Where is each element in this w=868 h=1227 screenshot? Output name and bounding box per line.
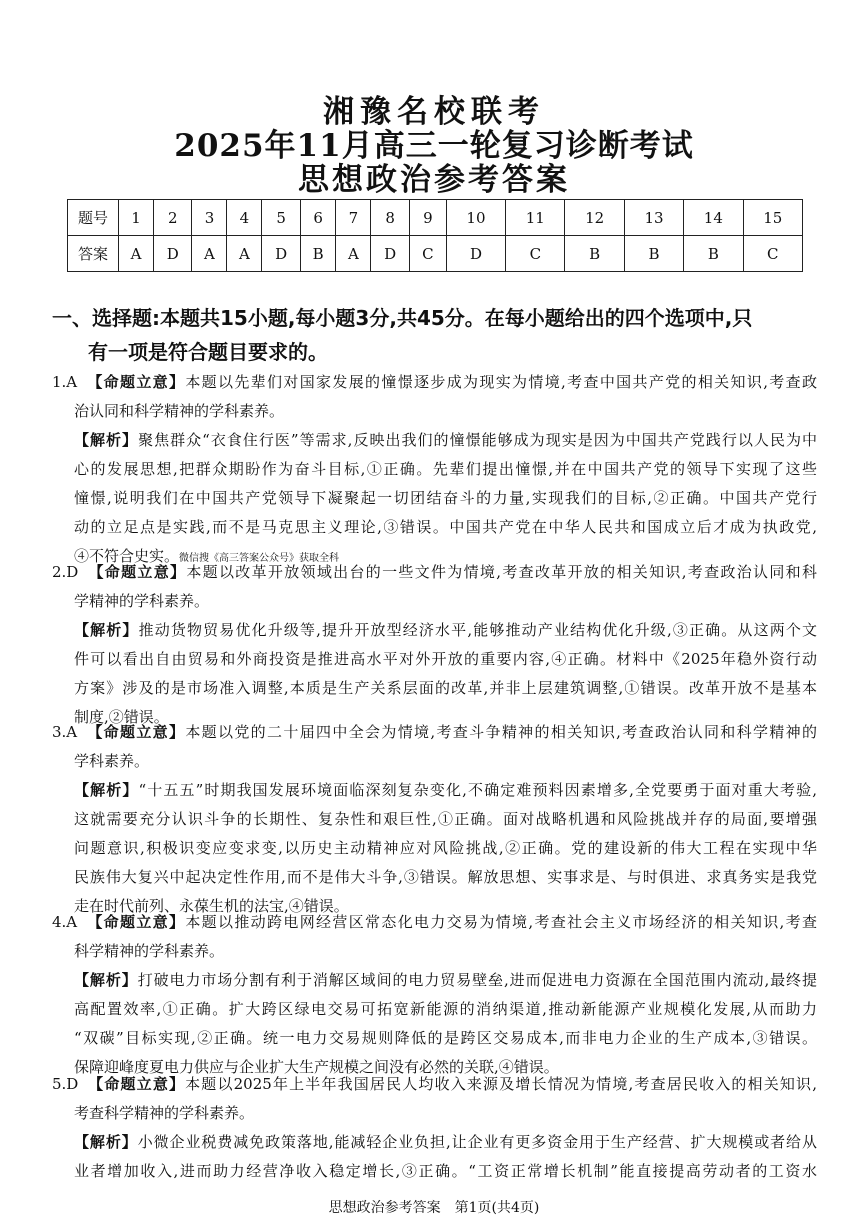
item-intro-line — [52, 718, 817, 747]
answer-cell: D — [371, 236, 409, 272]
answer-cell: D — [153, 236, 191, 272]
answer-row-label: 答案 — [68, 236, 119, 272]
item-tag-analysis: 【解析】 — [74, 1133, 138, 1151]
item-intro-text: 本题以推动跨电网经营区常态化电力交易为情境,考查社会主义市场经济的相关知识,考查 — [185, 913, 817, 931]
answer-table — [67, 199, 803, 272]
question-number: 3 — [192, 200, 227, 236]
item-tag-intent: 【命题立意】 — [95, 1075, 186, 1093]
item-tag-intent: 【命题立意】 — [94, 913, 186, 931]
item-analysis-text: 推动货物贸易优化升级等,提升开放型经济水平,能够推动产业结构优化升级,③正确。从这两个文 — [138, 621, 817, 639]
answer-cell: B — [565, 236, 624, 272]
question-number: 1 — [119, 200, 154, 236]
item-intro-line: 学精神的学科素养。 — [74, 592, 210, 610]
item-intro-line — [52, 908, 817, 937]
exam-title-line3: 思想政治参考答案 — [298, 162, 570, 198]
answer-cell: D — [446, 236, 505, 272]
item-analysis-line: 这就需要充分认识斗争的长期性、复杂性和艰巨性,①正确。面对战略机遇和风险挑战并存的局面,要增强 — [74, 810, 817, 828]
answer-item-2 — [52, 558, 817, 732]
item-analysis-text: “十五五”时期我国发展环境面临深刻复杂变化,不确定难预料因素增多,全党要勇于面对重大考验, — [138, 781, 817, 799]
item-analysis-line: 问题意识,积极识变应变求变,以历史主动精神应对风险挑战,②正确。党的建设新的伟大工程在实现中华 — [74, 839, 817, 857]
item-analysis-line — [52, 426, 817, 455]
item-analysis-line: 业者增加收入,进而助力经营净收入稳定增长,③正确。“工资正常增长机制”能直接提高劳动者的工资水 — [74, 1162, 817, 1180]
item-tag-intent: 【命题立意】 — [94, 723, 186, 741]
item-analysis-line: 制度,②错误。 — [74, 708, 169, 726]
exam-title-line1: 湘豫名校联考 — [323, 94, 545, 130]
answer-cell: A — [336, 236, 371, 272]
item-analysis-text: ④不符合史实。 — [74, 547, 180, 565]
item-tag-intent: 【命题立意】 — [95, 563, 187, 581]
item-intro-line: 科学精神的学科素养。 — [74, 942, 225, 960]
item-intro-text: 本题以党的二十届四中全会为情境,考查斗争精神的相关知识,考查政治认同和科学精神的 — [185, 723, 817, 741]
item-tag-analysis: 【解析】 — [74, 431, 139, 449]
answer-cell: B — [684, 236, 743, 272]
exam-title-line2: 2025年11月高三一轮复习诊断考试 — [174, 128, 694, 164]
answer-cell: B — [624, 236, 683, 272]
item-intro-text: 本题以先辈们对国家发展的憧憬逐步成为现实为情境,考查中国共产党的相关知识,考查政 — [185, 373, 817, 391]
answer-table-number-row — [68, 200, 803, 236]
answer-table-answer-row — [68, 236, 803, 272]
item-analysis-line — [52, 966, 817, 995]
item-analysis-line — [52, 616, 817, 645]
question-number: 15 — [743, 200, 802, 236]
item-analysis-line — [52, 1128, 817, 1157]
item-analysis-text: 聚焦群众“衣食住行医”等需求,反映出我们的憧憬能够成为现实是因为中国共产党践行以人民为中 — [138, 431, 817, 449]
question-number: 7 — [336, 200, 371, 236]
item-number: 1.A — [52, 373, 78, 391]
item-analysis-line: 保障迎峰度夏电力供应与企业扩大生产规模之间没有必然的关联,④错误。 — [74, 1058, 559, 1076]
question-number: 2 — [153, 200, 191, 236]
item-intro-line: 治认同和科学精神的学科素养。 — [74, 402, 285, 420]
question-number: 12 — [565, 200, 624, 236]
question-number: 10 — [446, 200, 505, 236]
item-number: 3.A — [52, 723, 78, 741]
item-analysis-line: 民族伟大复兴中起决定性作用,而不是伟大斗争,③错误。解放思想、实事求是、与时俱进、求真务实是我党 — [74, 868, 817, 886]
answer-item-4 — [52, 908, 817, 1082]
question-number: 14 — [684, 200, 743, 236]
section-heading-line1: 一、选择题:本题共15小题,每小题3分,共45分。在每小题给出的四个选项中,只 — [52, 306, 753, 330]
answer-item-5 — [52, 1070, 817, 1186]
answer-item-3 — [52, 718, 817, 921]
number-row-label: 题号 — [68, 200, 119, 236]
item-intro-line — [52, 1070, 817, 1099]
answer-cell: C — [506, 236, 565, 272]
item-analysis-text: 小微企业税费减免政策落地,能减轻企业负担,让企业有更多资金用于生产经营、扩大规模或者给从 — [137, 1133, 817, 1151]
item-analysis-line: 方案》涉及的是市场准入调整,本质是生产关系层面的改革,并非上层建筑调整,①错误。改革开放不是基本 — [74, 679, 817, 697]
section-heading — [52, 301, 832, 369]
item-analysis-text: 打破电力市场分割有利于消解区域间的电力贸易壁垒,进而促进电力资源在全国范围内流动,最终提 — [137, 971, 817, 989]
answer-cell: A — [119, 236, 154, 272]
item-analysis-line — [52, 776, 817, 805]
item-analysis-line: 憧憬,说明我们在中国共产党领导下凝聚起一切团结奋斗的力量,实现我们的目标,②正确。中国共产党行 — [74, 489, 817, 507]
item-number: 5.D — [52, 1075, 79, 1093]
item-intro-line — [52, 368, 817, 397]
answer-cell: B — [300, 236, 336, 272]
answer-cell: A — [227, 236, 262, 272]
item-intro-line: 考查科学精神的学科素养。 — [74, 1104, 255, 1122]
item-analysis-line: 心的发展思想,把群众期盼作为奋斗目标,①正确。先辈们提出憧憬,并在中国共产党的领导下实现了这些 — [74, 460, 817, 478]
item-tag-analysis: 【解析】 — [74, 621, 139, 639]
page-footer: 思想政治参考答案 第1页(共4页) — [328, 1200, 540, 1216]
question-number: 8 — [371, 200, 409, 236]
item-analysis-line: “双碳”目标实现,②正确。统一电力交易规则降低的是跨区交易成本,而非电力企业的生产成本,③错误。 — [74, 1029, 817, 1047]
watermark-note: 微信搜《高三答案公众号》获取全科 — [179, 553, 340, 564]
item-analysis-line: 动的立足点是实践,而不是马克思主义理论,③错误。中国共产党在中华人民共和国成立后才成为执政党, — [74, 518, 817, 536]
question-number: 4 — [227, 200, 262, 236]
item-number: 2.D — [52, 563, 79, 581]
answer-cell: D — [262, 236, 300, 272]
answer-item-1 — [52, 368, 817, 573]
question-number: 6 — [300, 200, 336, 236]
item-analysis-line: 件可以看出自由贸易和外商投资是推进高水平对外开放的重要内容,④正确。材料中《2025年稳外资行动 — [74, 650, 817, 668]
item-intro-text: 本题以改革开放领域出台的一些文件为情境,考查改革开放的相关知识,考查政治认同和科 — [186, 563, 817, 581]
item-analysis-line: 走在时代前列、永葆生机的法宝,④错误。 — [74, 897, 349, 915]
question-number: 13 — [624, 200, 683, 236]
section-heading-line2: 有一项是符合题目要求的。 — [88, 340, 328, 364]
item-number: 4.A — [52, 913, 78, 931]
question-number: 9 — [409, 200, 446, 236]
item-analysis-line: 高配置效率,①正确。扩大跨区绿电交易可拓宽新能源的消纳渠道,推动新能源产业规模化发展,从而助力 — [74, 1000, 817, 1018]
item-intro-text: 本题以2025年上半年我国居民人均收入来源及增长情况为情境,考查居民收入的相关知识, — [185, 1075, 817, 1093]
question-number: 11 — [506, 200, 565, 236]
item-intro-line — [52, 558, 817, 587]
item-tag-intent: 【命题立意】 — [94, 373, 186, 391]
answer-cell: A — [192, 236, 227, 272]
answer-cell: C — [743, 236, 802, 272]
question-number: 5 — [262, 200, 300, 236]
item-intro-line: 学科素养。 — [74, 752, 150, 770]
answer-cell: C — [409, 236, 446, 272]
item-tag-analysis: 【解析】 — [74, 971, 138, 989]
item-tag-analysis: 【解析】 — [74, 781, 139, 799]
